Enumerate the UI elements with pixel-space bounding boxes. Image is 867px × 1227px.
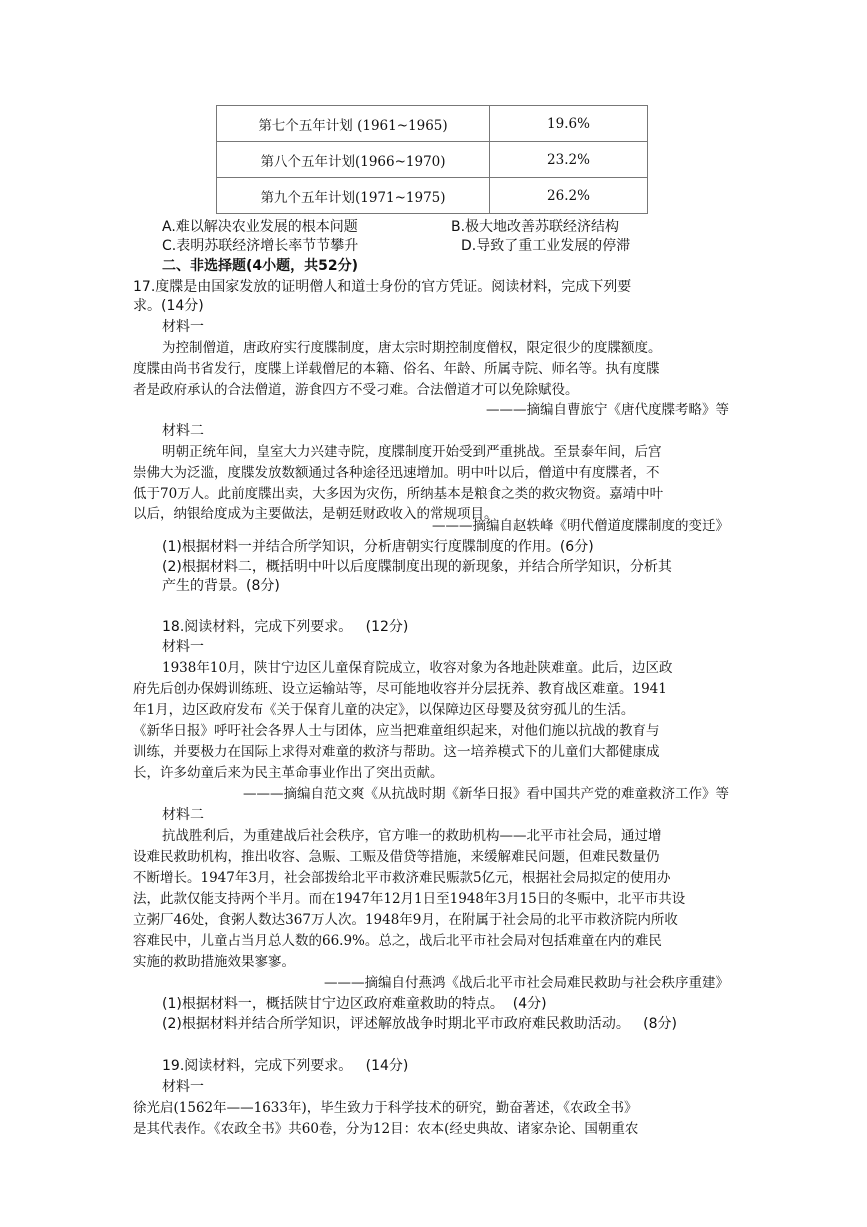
q18-m1-source: ———摘编自范文爽《从抗战时期《新华日报》看中国共产党的难童救济工作》等 xyxy=(243,786,729,802)
option-d: D.导致了重工业发展的停滞 xyxy=(461,238,631,254)
q19-stem: 19.阅读材料，完成下列要求。 (14分) xyxy=(162,1058,409,1074)
q19-material-1-label: 材料一 xyxy=(162,1079,204,1095)
q18-stem: 18.阅读材料，完成下列要求。 (12分) xyxy=(162,619,409,635)
q17-m2-line: 以后，纳银给度成为主要做法，是朝廷财政收入的常规项目。 xyxy=(133,506,498,522)
q18-sub-question-1: (1)根据材料一，概括陕甘宁边区政府难童救助的特点。 (4分) xyxy=(162,996,547,1012)
q17-m2-source: ———摘编自赵轶峰《明代僧道度牒制度的变迁》 xyxy=(432,518,729,534)
table-row xyxy=(217,178,648,214)
q18-m2-line: 容难民中，儿童占当月总人数的66.9%。总之，战后北平市社会局对包括难童在内的难民 xyxy=(133,933,662,949)
q17-m1-line: 为控制僧道，唐政府实行度牒制度，唐太宗时期控制度僧权，限定很少的度牒额度。 xyxy=(162,340,662,356)
table-row xyxy=(217,106,648,142)
plan-cell: 第九个五年计划(1971~1975) xyxy=(217,178,490,214)
q17-m2-line: 低于70万人。此前度牒出卖，大多因为灾伤，所纳基本是粮食之类的救灾物资。嘉靖中叶 xyxy=(133,486,664,502)
q18-m1-line: 年1月，边区政府发布《关于保育儿童的决定》，以保障边区母婴及贫穷孤儿的生活。 xyxy=(133,702,635,718)
q18-sub-question-2: (2)根据材料并结合所学知识，评述解放战争时期北平市政府难民救助活动。 (8分) xyxy=(162,1016,678,1032)
q18-m2-line: 抗战胜利后，为重建战后社会秩序，官方唯一的救助机构——北平市社会局，通过增 xyxy=(162,828,662,844)
option-a: A.难以解决农业发展的根本问题 xyxy=(162,219,358,235)
q17-stem-line1: 17.度牒是由国家发放的证明僧人和道士身份的官方凭证。阅读材料，完成下列要 xyxy=(133,279,632,295)
q19-m1-line: 徐光启(1562年——1633年)，毕生致力于科学技术的研究，勤奋著述，《农政全书》 xyxy=(133,1100,638,1116)
q18-material-2-label: 材料二 xyxy=(162,807,204,823)
q17-material-2-label: 材料二 xyxy=(162,423,204,439)
section-title: 二、非选择题(4小题，共52分) xyxy=(162,258,359,274)
q19-m1-line: 是其代表作。《农政全书》共60卷，分为12目：农本(经史典故、诸家杂论、国朝重农 xyxy=(133,1121,639,1137)
q17-m1-source: ———摘编自曹旅宁《唐代度牒考略》等 xyxy=(486,402,729,418)
plan-cell: 第八个五年计划(1966~1970) xyxy=(217,142,490,178)
q17-m2-line: 崇佛大为泛滥，度牒发放数额通过各种途径迅速增加。明中叶以后，僧道中有度牒者，不 xyxy=(133,465,660,481)
q18-m1-line: 1938年10月，陕甘宁边区儿童保育院成立，收容对象为各地赴陕难童。此后，边区政 xyxy=(162,660,673,676)
table-row xyxy=(217,142,648,178)
rate-cell: 23.2% xyxy=(490,142,648,178)
rate-cell: 19.6% xyxy=(490,106,648,142)
q18-m2-line: 法，此款仅能支持两个半月。而在1947年12月1日至1948年3月15日的冬赈中，北平市共设 xyxy=(133,891,686,907)
q18-m2-line: 设难民救助机构，推出收容、急赈、工赈及借贷等措施，来缓解难民问题，但难民数量仍 xyxy=(133,849,660,865)
five-year-plan-table xyxy=(216,105,648,214)
option-c: C.表明苏联经济增长率节节攀升 xyxy=(162,238,359,254)
q17-sub-question-2-cont: 产生的背景。(8分) xyxy=(162,578,280,594)
rate-cell: 26.2% xyxy=(490,178,648,214)
q17-stem-line2: 求。(14分) xyxy=(133,298,204,314)
q18-m1-line: 府先后创办保姆训练班、设立运输站等，尽可能地收容并分层抚养、教育战区难童。1941 xyxy=(133,681,667,697)
option-b: B.极大地改善苏联经济结构 xyxy=(451,219,620,235)
q17-m1-line: 者是政府承认的合法僧道，游食四方不受刁难。合法僧道才可以免除赋役。 xyxy=(133,382,579,398)
q18-m2-source: ———摘编自付燕鸿《战后北平市社会局难民救助与社会秩序重建》 xyxy=(324,975,729,991)
plan-cell: 第七个五年计划 (1961~1965) xyxy=(217,106,490,142)
q18-m1-line: 《新华日报》呼吁社会各界人士与团体，应当把难童组织起来，对他们施以抗战的教育与 xyxy=(133,723,660,739)
q18-m2-line: 不断增长。1947年3月，社会部拨给北平市救济难民赈款5亿元，根据社会局拟定的使用办 xyxy=(133,870,671,886)
q17-material-1-label: 材料一 xyxy=(162,319,204,335)
q17-sub-question-1: (1)根据材料一并结合所学知识，分析唐朝实行度牒制度的作用。(6分) xyxy=(162,539,594,555)
q18-m2-line: 立粥厂46处，食粥人数达367万人次。1948年9月，在附属于社会局的北平市救济院内所收 xyxy=(133,912,678,928)
q17-sub-question-2: (2)根据材料二，概括明中叶以后度牒制度出现的新现象，并结合所学知识，分析其 xyxy=(162,559,672,575)
q17-m1-line: 度牒由尚书省发行，度牒上详载僧尼的本籍、俗名、年龄、所属寺院、师名等。执有度牒 xyxy=(133,361,660,377)
q18-m2-line: 实施的救助措施效果寥寥。 xyxy=(133,954,295,970)
q18-material-1-label: 材料一 xyxy=(162,639,204,655)
q18-m1-line: 长，许多幼童后来为民主革命事业作出了突出贡献。 xyxy=(133,765,444,781)
q18-m1-line: 训练，并要极力在国际上求得对难童的救济与帮助。这一培养模式下的儿童们大都健康成 xyxy=(133,744,660,760)
q17-m2-line: 明朝正统年间，皇室大力兴建寺院，度牒制度开始受到严重挑战。至景泰年间，后宫 xyxy=(162,444,662,460)
